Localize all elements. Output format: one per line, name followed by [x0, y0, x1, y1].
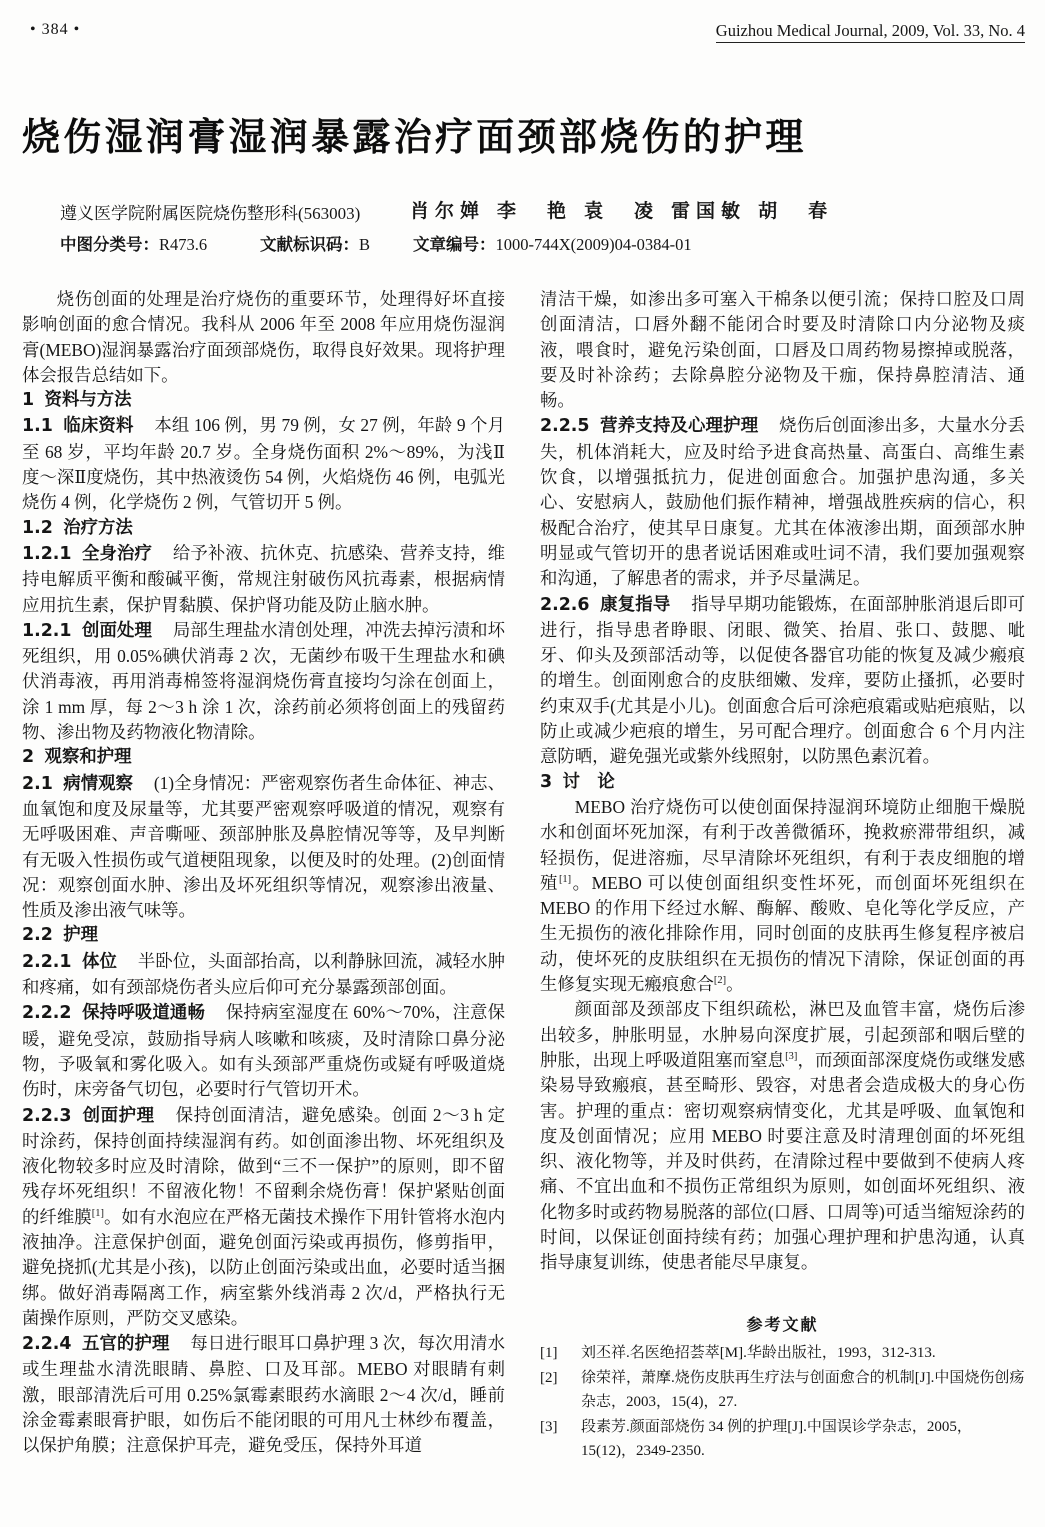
journal-running-header: Guizhou Medical Journal, 2009, Vol. 33, No. 4	[716, 21, 1025, 43]
para-1-1	[22, 413, 505, 515]
subsection-title: 治疗方法	[63, 517, 133, 538]
subsection-number: 2.1	[22, 773, 53, 794]
para-1-2-1-wound	[22, 618, 505, 745]
section-2-heading	[22, 745, 505, 770]
reference-text: 徐荣祥，萧摩.烧伤皮肤再生疗法与创面愈合的机制[J].中国烧伤创疡杂志，2003，15(4)，27.	[581, 1369, 1025, 1410]
author-affiliation: 遵义医学院附属医院烧伤整形科(563003)	[60, 204, 361, 223]
references-heading: 参考文献	[746, 1314, 819, 1334]
paragraph-text: 保持病室湿度在 60%～70%，注意保暖，避免受凉，鼓励指导病人咳嗽和咳痰，及时清除口鼻分泌物，予吸氧和雾化吸入。如有头颈部严重烧伤或疑有呼吸道烧伤时，床旁备气切包，必要时行气管切开术。	[22, 1002, 505, 1100]
page-number: • 384 •	[30, 21, 81, 38]
paragraph-text: 。	[726, 974, 744, 995]
reference-item	[540, 1415, 1025, 1463]
para-2-2-4-continued: 清洁干燥，如渗出多可塞入干棉条以便引流；保持口腔及口周创面清洁，口唇外翻不能闭合时要及时清除口内分泌物及痰液，喂食时，避免污染创面，口唇及口周药物易擦掉或脱落，要及时补涂药；去除鼻腔分泌物及干痂，保持鼻腔清洁、通畅。	[540, 289, 1025, 411]
citation-marker: [3]	[785, 1051, 798, 1063]
subsection-number: 1.1	[22, 416, 53, 437]
section-number: 3	[540, 771, 553, 792]
paragraph-text: 半卧位，头面部抬高，以利静脉回流，减轻水肿和疼痛，如有颈部烧伤者头应后仰可充分暴露颈部创面。	[22, 950, 505, 998]
author-name: 袁 凌	[584, 201, 660, 222]
subsection-title: 病情观察	[63, 773, 133, 794]
clc-value: R473.6	[159, 235, 208, 254]
citation-marker: [2]	[713, 975, 727, 987]
article-number	[413, 231, 692, 255]
discussion-paragraph-1	[540, 795, 1025, 997]
subsection-number: 1.2.1	[22, 620, 72, 641]
reference-number: [2]	[540, 1369, 558, 1386]
subsection-title: 护理	[63, 925, 99, 946]
subsection-title: 保持呼吸道通畅	[81, 1003, 206, 1024]
subsection-number: 2.2.1	[22, 951, 72, 972]
paragraph-text: 局部生理盐水清创处理，冲洗去掉污渍和坏死组织，用 0.05%碘伏消毒 2 次，无菌纱布吸干生理盐水和碘伏消毒液，再用消毒棉签将湿润烧伤膏直接均匀涂在创面上，涂 1 mm 厚，每 2～3 h 涂 1 次，涂药前必须将创面上的残留药物、渗出物及药物液化物清除。	[22, 619, 505, 743]
subsection-number: 2.2.2	[22, 1003, 72, 1024]
subsection-title: 体位	[81, 951, 118, 972]
document-code	[260, 231, 370, 255]
subsection-number: 2.2.4	[22, 1334, 72, 1355]
subsection-number: 2.2.6	[540, 594, 590, 615]
subsection-number: 2.2.5	[540, 416, 590, 437]
article-number-value: 1000-744X(2009)04-0384-01	[495, 235, 692, 254]
document-code-value: B	[359, 235, 371, 254]
paragraph-text: MEBO 治疗烧伤可以使创面保持湿润环境防止细胞干燥脱水和创面坏死加深，有利于改善微循环，挽救瘀滞带组织，减轻损伤，促进溶痂，尽早清除坏死组织，有利于表皮细胞的增殖	[540, 796, 1025, 893]
para-2-2-5	[540, 413, 1025, 591]
right-column	[540, 287, 1025, 1464]
section-number: 1	[22, 390, 35, 411]
document-code-label: 文献标识码：	[260, 235, 359, 254]
para-2-2-2	[22, 1000, 505, 1102]
subsection-title: 创面护理	[81, 1105, 155, 1126]
paragraph-text: 。如有水泡应在严格无菌技术操作下用针管将水泡内液抽净。注意保护创面，避免创面污染或再损伤，修剪指甲，避免挠抓(尤其是小孩)，以防止创面污染或出血，必要时适当捆绑。做好消毒隔离工作，病室紫外线消毒 2 次/d，严格执行无菌操作原则，严防交叉感染。	[22, 1206, 505, 1328]
discussion-paragraph-2	[540, 997, 1025, 1275]
section-title: 资料与方法	[44, 390, 132, 411]
subsection-title: 创面处理	[81, 620, 152, 641]
subsection-number: 2.2	[22, 925, 53, 946]
author-list	[410, 196, 845, 223]
subsection-title: 五官的护理	[81, 1334, 170, 1355]
author-name: 雷国敏	[671, 201, 747, 222]
subsection-title: 营养支持及心理护理	[599, 416, 759, 437]
section-title: 观察和护理	[44, 747, 132, 768]
para-2-2-6	[540, 592, 1025, 770]
subsection-title: 全身治疗	[81, 543, 152, 564]
reference-text: 段素芳.颜面部烧伤 34 例的护理[J].中国误诊学杂志，2005，15(12)，2349-2350.	[581, 1418, 972, 1459]
clc-label: 中图分类号：	[60, 235, 159, 254]
para-1-2-1-systemic	[22, 541, 505, 618]
subsection-1-2-heading	[22, 516, 505, 541]
citation-marker: [1]	[558, 874, 572, 886]
paragraph-text: 烧伤后创面渗出多，大量水分丢失，机体消耗大，应及时给予进食高热量、高蛋白、高维生素饮食，以增强抵抗力，促进创面愈合。加强护患沟通，多关心、安慰病人，鼓励他们振作精神，增强战胜疾病的信心，积极配合治疗，使其早日康复。尤其在体液渗出期，面颈部水肿明显或气管切开的患者说话困难或吐词不清，我们要加强观察和沟通，了解患者的需求，并予尽量满足。	[540, 415, 1025, 589]
paragraph-text: 颜面部及颈部皮下组织疏松，淋巴及血管丰富，烧伤后渗出较多，肿胀明显，水肿易向深度扩展，引起颈部和咽后壁的肿胀，出现上呼吸道阻塞而窒息	[540, 999, 1025, 1070]
author-name: 李 艳	[497, 201, 573, 222]
clc-number	[60, 231, 207, 255]
paragraph-text: 保持创面清洁，避免感染。创面 2～3 h 定时涂药，保持创面持续湿润有药。如创面渗出物、坏死组织及液化物较多时应及时清除，做到“三不一保护”的原则，即不留残存坏死组织！不留液化物！不留剩余烧伤膏！保护紧贴创面的纤维膜	[22, 1104, 505, 1227]
author-name: 胡 春	[758, 201, 834, 222]
subsection-2-2-heading	[22, 923, 505, 948]
section-title: 讨 论	[562, 771, 615, 792]
para-2-2-3	[22, 1103, 505, 1332]
paragraph-text: ，而颈面部深度烧伤或继发感染易导致瘢痕，甚至畸形、毁容，对患者会造成极大的身心伤害。护理的重点：密切观察病情变化，尤其是呼吸、血氧饱和度及创面情况；应用 MEBO 时要注意及时清理创面的坏死组织、液化物等，并及时供药，在清除过程中要做到不使病人疼痛、不宜出血和不损伤正常组织为原则，如创面坏死组织、液化物多时或药物易脱落的部位(口唇、口周等)可适当缩短涂药的时间，以保证创面持续有药；加强心理护理和护患沟通，认真指导康复训练，使患者能尽早康复。	[540, 1049, 1025, 1273]
paragraph-text: 给予补液、抗休克、抗感染、营养支持，维持电解质平衡和酸碱平衡，常规注射破伤风抗毒素，根据病情应用抗生素，保护胃黏膜、保护肾功能及防止脑水肿。	[22, 542, 505, 615]
paragraph-text: 。MEBO 可以使创面组织变性坏死，而创面坏死组织在 MEBO 的作用下经过水解、酶解、酸败、皂化等化学反应，产生无损伤的液化排除作用，同时创面的皮肤再生修复程序被启动，使坏死的皮肤组织在无损伤的情况下清除，保证创面的再生修复实现无瘢痕愈合	[540, 872, 1025, 995]
section-3-heading	[540, 770, 1025, 795]
subsection-number: 2.2.3	[22, 1105, 72, 1126]
section-number: 2	[22, 747, 35, 768]
paragraph-text: 本组 106 例，男 79 例，女 27 例，年龄 9 个月至 68 岁，平均年龄 20.7 岁。全身烧伤面积 2%～89%，为浅Ⅱ度～深Ⅱ度烧伤，其中热液烫伤 54 例，火焰烧伤 46 例，电弧光烧伤 4 例，化学烧伤 2 例，气管切开 5 例。	[22, 415, 505, 513]
para-2-2-4	[22, 1331, 505, 1458]
subsection-title: 临床资料	[63, 416, 134, 437]
reference-text: 刘丕祥.名医绝招荟萃[M].华龄出版社，1993，312-313.	[581, 1344, 936, 1361]
subsection-title: 康复指导	[599, 594, 671, 615]
citation-marker: [1]	[91, 1207, 104, 1219]
reference-item	[540, 1366, 1025, 1414]
article-title: 烧伤湿润膏湿润暴露治疗面颈部烧伤的护理	[22, 114, 807, 159]
paragraph-text: 每日进行眼耳口鼻护理 3 次，每次用清水或生理盐水清洗眼睛、鼻腔、口及耳部。MEBO 对眼睛有刺激，眼部清洗后可用 0.25%氯霉素眼药水滴眼 2～4 次/d，睡前涂金霉素眼膏护眼，如伤后不能闭眼的可用凡士林纱布覆盖，以保护角膜；注意保护耳壳，避免受压，保持外耳道	[22, 1333, 505, 1456]
author-name: 肖尔婵	[410, 201, 486, 222]
reference-number: [1]	[540, 1344, 558, 1361]
reference-item	[540, 1341, 1025, 1365]
article-number-label: 文章编号：	[413, 235, 496, 254]
reference-number: [3]	[540, 1418, 558, 1435]
left-column	[22, 287, 505, 1459]
section-1-heading	[22, 388, 505, 413]
paragraph-text: (1)全身情况：严密观察伤者生命体征、神志、血氧饱和度及尿量等，尤其要严密观察呼吸道的情况，观察有无呼吸困难、声音嘶哑、颈部肿胀及鼻腔情况等等，及早判断有无吸入性损伤或气道梗阻现象，以便及时的处理。(2)创面情况：观察创面水肿、渗出及坏死组织等情况，观察渗出液量、性质及渗出液气味等。	[22, 772, 505, 921]
intro-paragraph: 烧伤创面的处理是治疗烧伤的重要环节，处理得好坏直接影响创面的愈合情况。我科从 2006 年至 2008 年应用烧伤湿润膏(MEBO)湿润暴露治疗面颈部烧伤，取得良好效果。现将护理体会报告总结如下。	[22, 289, 505, 385]
subsection-number: 1.2	[22, 517, 53, 538]
paragraph-text: 指导早期功能锻炼，在面部肿胀消退后即可进行，指导患者睁眼、闭眼、微笑、抬眉、张口、鼓腮、呲牙、仰头及颈部活动等，以促使各器官功能的恢复及减少瘢痕的增生。创面刚愈合的皮肤细嫩、发痒，要防止搔抓，必要时约束双手(尤其是小儿)。创面愈合后可涂疤痕霜或贴疤痕贴，以防止或减少疤痕的增生，另可配合理疗。创面愈合 6 个月内注意防晒，避免强光或紫外线照射，以防黑色素沉着。	[540, 593, 1025, 767]
para-2-2-1	[22, 949, 505, 1001]
subsection-number: 1.2.1	[22, 543, 72, 564]
para-2-1	[22, 771, 505, 924]
